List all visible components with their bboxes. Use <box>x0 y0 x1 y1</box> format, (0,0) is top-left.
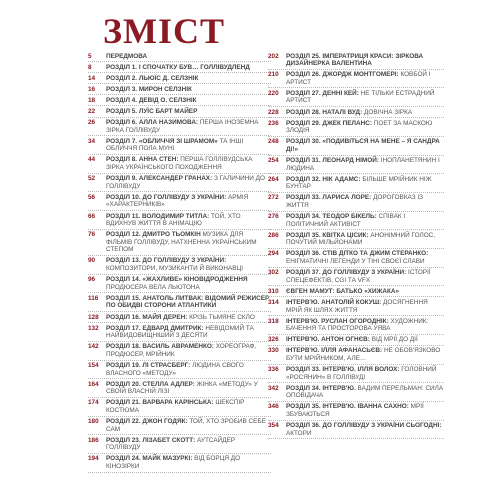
toc-entry-subtitle: ТОЙ, ХТО ЗРОБИВ СЕБЕ САМ <box>106 418 266 433</box>
toc-entry-body <box>106 97 271 105</box>
toc-entry <box>88 342 271 361</box>
toc-entry-subtitle: АУТСАЙДЕР ГОЛЛІВУДУ <box>106 436 236 452</box>
toc-entry <box>268 230 444 249</box>
toc-entry-subtitle: АКТОРИ <box>286 429 312 437</box>
toc-entry-heading: РОЗДІЛ 12. ДМИТРО ТЬОМКІН <box>106 231 201 239</box>
toc-entry-heading: РОЗДІЛ 15. АНАТОЛЬ ЛИТВАК: ВІДОМИЙ РЕЖИСЕР ПО ОБИДВІ СТОРОНИ АТЛАНТИКИ <box>106 294 270 310</box>
toc-entry <box>88 454 271 473</box>
toc-entry-body <box>286 90 444 105</box>
toc-page-number: 66 <box>88 212 96 220</box>
toc-page-number: 326 <box>268 336 279 344</box>
toc-page-number: 56 <box>88 193 96 201</box>
toc-entry-subtitle: ВІД МРІЇ ДО ДІЇ <box>371 336 418 344</box>
toc-entry-heading: РОЗДІЛ 1. І СПОЧАТКУ БУВ… ГОЛЛІВУДЛЕНД <box>106 63 250 71</box>
toc-entry-body <box>106 156 271 171</box>
toc-page-number: 220 <box>268 89 279 97</box>
toc-entry <box>268 156 444 175</box>
toc-entry <box>88 435 271 454</box>
toc-entry-body <box>106 86 271 94</box>
toc-entry-heading: РОЗДІЛ 29. ДЖЕК ПЕЛАНС: <box>286 119 372 127</box>
toc-entry-subtitle: СПІВАК І ПОЛІТИЧНИЙ АКТИВІСТ <box>286 213 406 228</box>
toc-entry-body <box>286 403 444 418</box>
toc-entry-body <box>286 213 444 228</box>
toc-entry-subtitle: ЛЮДИНА СВОГО ВЛАСНОГО «МЕТОДУ» <box>106 362 244 377</box>
toc-entry-heading: РОЗДІЛ 33. ІНТЕРВ'Ю. ІЛЛЯ ВОЛОХ: <box>286 366 400 374</box>
toc-entry-subtitle: НЕВІДОМИЙ ТА НАЙВИДОВИЩНІШИЙ З ДЕСЯТИ <box>106 324 254 340</box>
toc-entry-body <box>106 175 271 190</box>
toc-entry-subtitle: ХОРЕОГРАФ, ПРОДЮСЕР, МРІЙНИК <box>106 343 257 358</box>
toc-page-number: 22 <box>88 107 96 115</box>
toc-page-number: 52 <box>88 175 96 183</box>
toc-entry <box>268 365 444 384</box>
toc-left-column <box>88 51 271 473</box>
toc-entry-heading: ЄВГЕН МАМУТ: БАТЬКО «ХИЖАКА» <box>286 287 400 295</box>
toc-entry-subtitle: ВАДИМ ПЕРЕЛЬМАН: СИЛА ОПОВІДАЧА <box>286 384 444 400</box>
toc-page-number: 44 <box>88 156 96 164</box>
toc-entry <box>88 312 271 323</box>
toc-entry <box>88 256 271 275</box>
toc-entry-body <box>286 347 444 362</box>
toc-entry-body <box>106 314 271 322</box>
toc-entry-heading: РОЗДІЛ 16. МАЙЯ ДЕРЕН: <box>106 313 188 321</box>
toc-entry-heading: РОЗДІЛ 26. ДЖОРДЖ МОНТГОМЕРІ: <box>286 71 399 79</box>
toc-entry-heading: РОЗДІЛ 35. КВІТКА ЦІСИК: <box>286 231 369 239</box>
toc-entry-heading: РОЗДІЛ 31. ЛЕОНАРД НІМОЙ: <box>286 157 379 165</box>
toc-page-number: 34 <box>88 137 96 145</box>
toc-entry <box>268 268 444 287</box>
toc-entry-subtitle: ЖІНКА «МЕТОДУ» У СВОЇЙ ВЛАСНІЙ ЛІЗІ <box>106 380 258 396</box>
toc-entry-heading: РОЗДІЛ 19. ЛІ СТРАСБЕРГ: <box>106 362 191 369</box>
toc-entry-heading: РОЗДІЛ 34. ІНТЕРВ'Ю. <box>286 384 356 392</box>
toc-entry-heading: РОЗДІЛ 27. ДЕННІ КЕЙ: <box>286 89 359 97</box>
toc-entry-body <box>106 194 271 209</box>
toc-entry <box>268 335 444 346</box>
toc-entry-subtitle: НЕ ТІЛЬКИ ЕСТРАДНИЙ АРТИСТ <box>286 89 435 105</box>
toc-page-number: 128 <box>88 313 99 321</box>
toc-page-number: 90 <box>88 257 96 265</box>
toc-page-number: 202 <box>268 52 279 60</box>
toc-entry-body <box>106 64 271 72</box>
toc-entry-body <box>286 109 444 117</box>
toc-entry-body <box>106 362 271 377</box>
toc-entry-body <box>286 53 444 68</box>
toc-entry-subtitle: КРІЗЬ ТЬМЯНЕ СКЛО <box>189 313 255 321</box>
toc-page-number: 132 <box>88 324 99 332</box>
toc-entry-heading: ІНТЕРВ'Ю. ІЛЛЯ АФАНАСЬЄВ: <box>286 347 383 355</box>
toc-page-number: 154 <box>88 362 99 369</box>
toc-entry <box>268 70 444 89</box>
toc-page-number: 76 <box>88 231 96 239</box>
toc-entry-body <box>286 71 444 86</box>
toc-page-number: 276 <box>268 213 279 221</box>
toc-entry <box>88 95 271 106</box>
toc-page-number: 142 <box>88 343 99 351</box>
toc-entry <box>88 155 271 174</box>
toc-page-number: 186 <box>88 436 99 444</box>
toc-entry-body <box>286 385 444 400</box>
toc-entry <box>88 323 271 342</box>
toc-entry-subtitle: ВІД БОРЦЯ ДО КІНОЗІРКИ <box>106 455 241 471</box>
toc-entry-heading: РОЗДІЛ 10. ДО ГОЛЛІВУДУ З УКРАЇНИ: <box>106 193 227 201</box>
toc-page-number: 5 <box>88 52 92 60</box>
toc-entry-heading: РОЗДІЛ 30. «ПОДИВІТЬСЯ НА МЕНЕ – Я САНДРА ДІ!» <box>286 138 440 153</box>
toc-entry-subtitle: ШЕКСПІР КОСТЮМА <box>106 399 245 414</box>
toc-entry <box>268 137 444 156</box>
toc-entry-subtitle: ДОРОГОВКАЗ ІЗ ЖИТТЯ <box>286 194 424 209</box>
toc-page-number: 294 <box>268 250 279 258</box>
toc-entry <box>88 192 271 211</box>
toc-page-number: 302 <box>268 269 279 277</box>
toc-entry-subtitle: З ГАЛИЧИНИ ДО ГОЛЛІВУДУ <box>106 175 265 190</box>
toc-entry-body <box>106 231 271 254</box>
toc-page-number: 264 <box>268 175 279 183</box>
toc-entry-heading: РОЗДІЛ 9. АЛЕКСАНДЕР ГРАНАХ: <box>106 175 213 183</box>
toc-page-number: 236 <box>268 119 279 127</box>
toc-entry <box>88 84 271 95</box>
toc-entry-subtitle: АНОНІМНИЙ ГОЛОС, ПОЧУТИЙ МІЛЬЙОНАМИ <box>286 231 436 247</box>
toc-entry-heading: ПЕРЕДМОВА <box>106 52 148 60</box>
toc-entry-body <box>106 75 271 83</box>
toc-entry-body <box>286 157 444 172</box>
toc-entry-subtitle: ЕНІГМАТИЧНІ ЛЕГЕНДИ У ТІНІ СВОЄЇ СЛАВИ <box>286 258 425 266</box>
toc-entry-body <box>286 318 444 333</box>
toc-entry-heading: РОЗДІЛ 11. ВОЛОДИМИР ТИТЛА: <box>106 212 210 220</box>
toc-entry <box>88 51 271 62</box>
toc-page-number: 354 <box>268 422 279 430</box>
toc-page-number: 18 <box>88 96 96 104</box>
toc-entry-body <box>286 336 444 344</box>
toc-page-number: 346 <box>268 403 279 411</box>
toc-entry-heading: РОЗДІЛ 7. «ОБЛИЧЧЯ ЗІ ШРАМОМ» <box>106 137 218 145</box>
toc-entry-body <box>286 299 444 314</box>
toc-entry-body <box>286 422 444 437</box>
toc-page-number: 228 <box>268 108 279 116</box>
toc-entry-heading: РОЗДІЛ 5. ЛУЇС БАРТ МАЙЕР <box>106 107 198 115</box>
toc-page-number: 14 <box>88 74 96 82</box>
toc-entry-heading: ІНТЕРВ'Ю. РУСЛАН ОГОРОДНІК: <box>286 317 389 325</box>
toc-entry-body <box>106 276 271 291</box>
toc-entry <box>88 230 271 256</box>
toc-entry-subtitle: АРМІЯ «ХАРАКТЕРНИКІВ» <box>106 193 249 209</box>
toc-page-number: 8 <box>88 63 92 71</box>
toc-entry-heading: РОЗДІЛ 6. АЛЛА НАЗИМОВА: <box>106 119 199 127</box>
toc-entry-heading: РОЗДІЛ 23. ЛІЗАБЕТ СКОТТ: <box>106 436 196 444</box>
toc-entry <box>88 398 271 417</box>
toc-entry <box>268 421 444 440</box>
toc-entry-heading: РОЗДІЛ 17. ЕДВАРД ДМИТРИК: <box>106 324 204 332</box>
toc-entry-body <box>286 366 444 381</box>
toc-entry <box>88 106 271 117</box>
toc-page-number: 286 <box>268 231 279 239</box>
page-title: ЗМІСТ <box>103 11 225 51</box>
toc-entry-body <box>106 418 271 433</box>
toc-page-number: 164 <box>88 380 99 388</box>
toc-page-number: 210 <box>268 71 279 79</box>
toc-page-number: 342 <box>268 384 279 392</box>
toc-entry <box>88 417 271 436</box>
toc-entry-heading: РОЗДІЛ 35. ІНТЕРВ'Ю. ІВАННА САХНО: <box>286 403 409 411</box>
toc-entry-heading: РОЗДІЛ 36. СТІВ ДІТКО ТА ДЖИМ СТЕРАНКО: <box>286 250 429 258</box>
toc-entry <box>268 174 444 193</box>
toc-entry-subtitle: ІСТОРІЇ СПЕЦЕФЕКТІВ, CGI ТА VFX <box>286 269 431 284</box>
toc-entry <box>88 136 271 155</box>
toc-entry-heading: ІНТЕРВ'Ю. АНАТОЛІЙ КОКУШ: <box>286 298 382 306</box>
toc-entry-subtitle: БІЛЬШЕ МРІЙНИК НІЖ БУНТАР <box>286 175 432 191</box>
toc-entry <box>88 379 271 398</box>
toc-entry-subtitle: ІНОПЛАНЕТЯНИН І ЛЮДИНА <box>286 157 440 172</box>
toc-entry-body <box>106 437 271 452</box>
toc-entry-subtitle: ТА ІНШІ ОБЛИЧЧЯ ПОЛА МУНІ <box>106 137 244 153</box>
toc-entry <box>268 107 444 118</box>
toc-entry <box>268 402 444 421</box>
toc-entry-body <box>286 250 444 265</box>
toc-entry-subtitle: ПОЕТ ЗА МАСКОЮ ЗЛОДІЯ <box>286 119 433 135</box>
toc-entry <box>88 118 271 137</box>
toc-entry-heading: РОЗДІЛ 36. ДО ГОЛЛІВУДУ З УКРАЇНИ СЬОГОДНІ: <box>286 422 442 430</box>
toc-entry-body <box>106 138 271 153</box>
toc-page-number: 330 <box>268 347 279 355</box>
toc-entry-heading: РОЗДІЛ 25. ІМПЕРАТРИЦЯ КРАСИ: ЗІРКОВА ДИЗАЙНЕРКА ВАЛЕНТИНА <box>286 52 424 68</box>
toc-entry-heading: РОЗДІЛ 8. АННА СТЕН: <box>106 156 179 164</box>
toc-entry-heading: РОЗДІЛ 18. ВАСИЛЬ АВРАМЕНКО: <box>106 343 214 351</box>
toc-entry-subtitle: ДОСЯГНЕННЯ МРІЙ ЯК ШЛЯХ ЖИТТЯ <box>286 298 428 314</box>
toc-entry-body <box>106 343 271 358</box>
toc-entry <box>88 293 271 312</box>
toc-entry-subtitle: ПЕРША ІНОЗЕМНА ЗІРКА ГОЛЛІВУДУ <box>106 119 259 134</box>
toc-entry-heading: ІНТЕРВ'Ю. АНТОН ОГНЄВ: <box>286 336 370 344</box>
toc-entry-heading: РОЗДІЛ 14. «ЖАХЛИВЕ» КІНОВІДРОДЖЕННЯ <box>106 276 248 284</box>
toc-entry-body <box>286 194 444 209</box>
toc-entry <box>268 346 444 365</box>
toc-entry-body <box>286 138 444 153</box>
toc-entry-subtitle: ХУДОЖНИК: БАЧЕННЯ ТА ПРОСТОРОВА УЯВА <box>286 317 429 333</box>
toc-page-number: 174 <box>88 399 99 407</box>
toc-page-number: 116 <box>88 294 99 302</box>
toc-entry-subtitle: ПРОДЮСЕРА ВЕЛА ЛЬЮТОНА <box>106 283 200 291</box>
toc-entry-subtitle: ГОЛОВНИЙ «РОСЯНИН» В ГОЛЛІВУДІ <box>286 366 437 381</box>
toc-entry-body <box>106 455 271 470</box>
toc-entry-heading: РОЗДІЛ 2. ЛЬЮЇС Д. СЕЛЗНІК <box>106 74 199 82</box>
toc-entry <box>268 118 444 137</box>
toc-entry-body <box>106 53 271 61</box>
toc-entry <box>268 88 444 107</box>
toc-entry-heading: РОЗДІЛ 4. ДЕВІД О. СЕЛЗНІК <box>106 96 197 104</box>
toc-entry-subtitle: ТОЙ, ХТО ВДИХНУВ ЖИТТЯ В АНІМАЦІЮ <box>106 212 241 228</box>
toc-entry-body <box>286 232 444 247</box>
toc-entry-body <box>106 108 271 116</box>
toc-entry <box>88 211 271 230</box>
toc-entry-body <box>106 325 271 340</box>
toc-entry <box>268 383 444 402</box>
toc-page-number: 272 <box>268 194 279 202</box>
toc-page-number: 310 <box>268 287 279 295</box>
toc-entry <box>268 316 444 335</box>
toc-entry-body <box>106 381 271 396</box>
toc-entry <box>88 73 271 84</box>
toc-page-number: 96 <box>88 276 96 284</box>
toc-entry-heading: РОЗДІЛ 22. ДЖОН ГОДЯК: <box>106 418 188 426</box>
toc-entry-heading: РОЗДІЛ 21. ВАРВАРА КАРІНСЬКА: <box>106 399 214 407</box>
toc-entry-body <box>286 269 444 284</box>
toc-entry <box>88 174 271 193</box>
toc-entry <box>88 62 271 73</box>
toc-entry-heading: РОЗДІЛ 34. ТЕОДОР БІКЕЛЬ: <box>286 213 377 221</box>
toc-entry <box>268 286 444 297</box>
toc-entry <box>88 275 271 294</box>
toc-entry-subtitle: МРІЇ ЗБУВАЮТЬСЯ <box>286 403 424 419</box>
toc-entry-heading: РОЗДІЛ 28. НАТАЛІ ВУД: <box>286 108 363 116</box>
toc-entry-body <box>106 213 271 228</box>
toc-entry <box>268 297 444 316</box>
toc-right-column <box>268 51 444 439</box>
toc-entry-subtitle: КОМПОЗИТОРИ, МУЗИКАНТИ Й ВИКОНАВЦІ <box>106 265 244 273</box>
toc-entry-heading: РОЗДІЛ 37. ДО ГОЛЛІВУДУ З УКРАЇНИ: <box>286 269 407 277</box>
toc-page-number: 26 <box>88 119 96 127</box>
toc-entry-subtitle: ПЕРША ГОЛЛІВУДСЬКА ЗІРКА УКРАЇНСЬКОГО ПОХОДЖЕННЯ <box>106 156 253 172</box>
toc-entry <box>268 51 444 70</box>
toc-entry-body <box>106 119 271 134</box>
toc-page-number: 254 <box>268 157 279 165</box>
toc-entry-heading: РОЗДІЛ 32. НІК АДАМС: <box>286 175 361 183</box>
toc-page-number: 248 <box>268 138 279 146</box>
toc-entry-subtitle: МУЗИКА ДЛЯ ФІЛЬМІВ ГОЛЛІВУДУ, НАТХНЕННА УКРАЇНСЬКИМ СТЕПОМ <box>106 231 257 254</box>
toc-entry <box>88 361 271 380</box>
toc-entry-heading: РОЗДІЛ 33. ЛАРИСА ЛОРЕ: <box>286 194 372 202</box>
toc-entry-heading: РОЗДІЛ 13. ДО ГОЛЛІВУДУ З УКРАЇНИ: <box>106 257 227 265</box>
toc-entry-body <box>106 399 271 414</box>
toc-entry-body <box>106 257 271 272</box>
toc-entry-body <box>286 120 444 135</box>
toc-entry-body <box>286 288 444 296</box>
toc-page-number: 336 <box>268 366 279 374</box>
toc-entry-heading: РОЗДІЛ 3. МИРОН СЕЛЗНІК <box>106 85 192 93</box>
toc-entry-subtitle: КОВБОЙ І АРТИСТ <box>286 71 431 86</box>
toc-entry <box>268 212 444 231</box>
toc-entry-body <box>286 176 444 191</box>
toc-entry-body <box>106 295 271 310</box>
toc-page-number: 16 <box>88 85 96 93</box>
toc-entry <box>268 193 444 212</box>
toc-entry-subtitle: НЕ ОБОВ'ЯЗКОВО БУТИ МРІЙНИКОМ, АЛЕ… <box>286 347 441 362</box>
toc-page-number: 180 <box>88 418 99 426</box>
toc-page-number: 318 <box>268 317 279 325</box>
toc-entry-heading: РОЗДІЛ 20. СТЕЛЛА АДЛЕР: <box>106 380 195 388</box>
toc-page-number: 314 <box>268 298 279 306</box>
toc-entry-subtitle: ДОВІЧНА ЗІРКА <box>364 108 413 116</box>
toc-page-number: 194 <box>88 455 99 463</box>
toc-entry <box>268 249 444 268</box>
toc-entry-heading: РОЗДІЛ 24. МАЙК МАЗУРКІ: <box>106 455 193 463</box>
